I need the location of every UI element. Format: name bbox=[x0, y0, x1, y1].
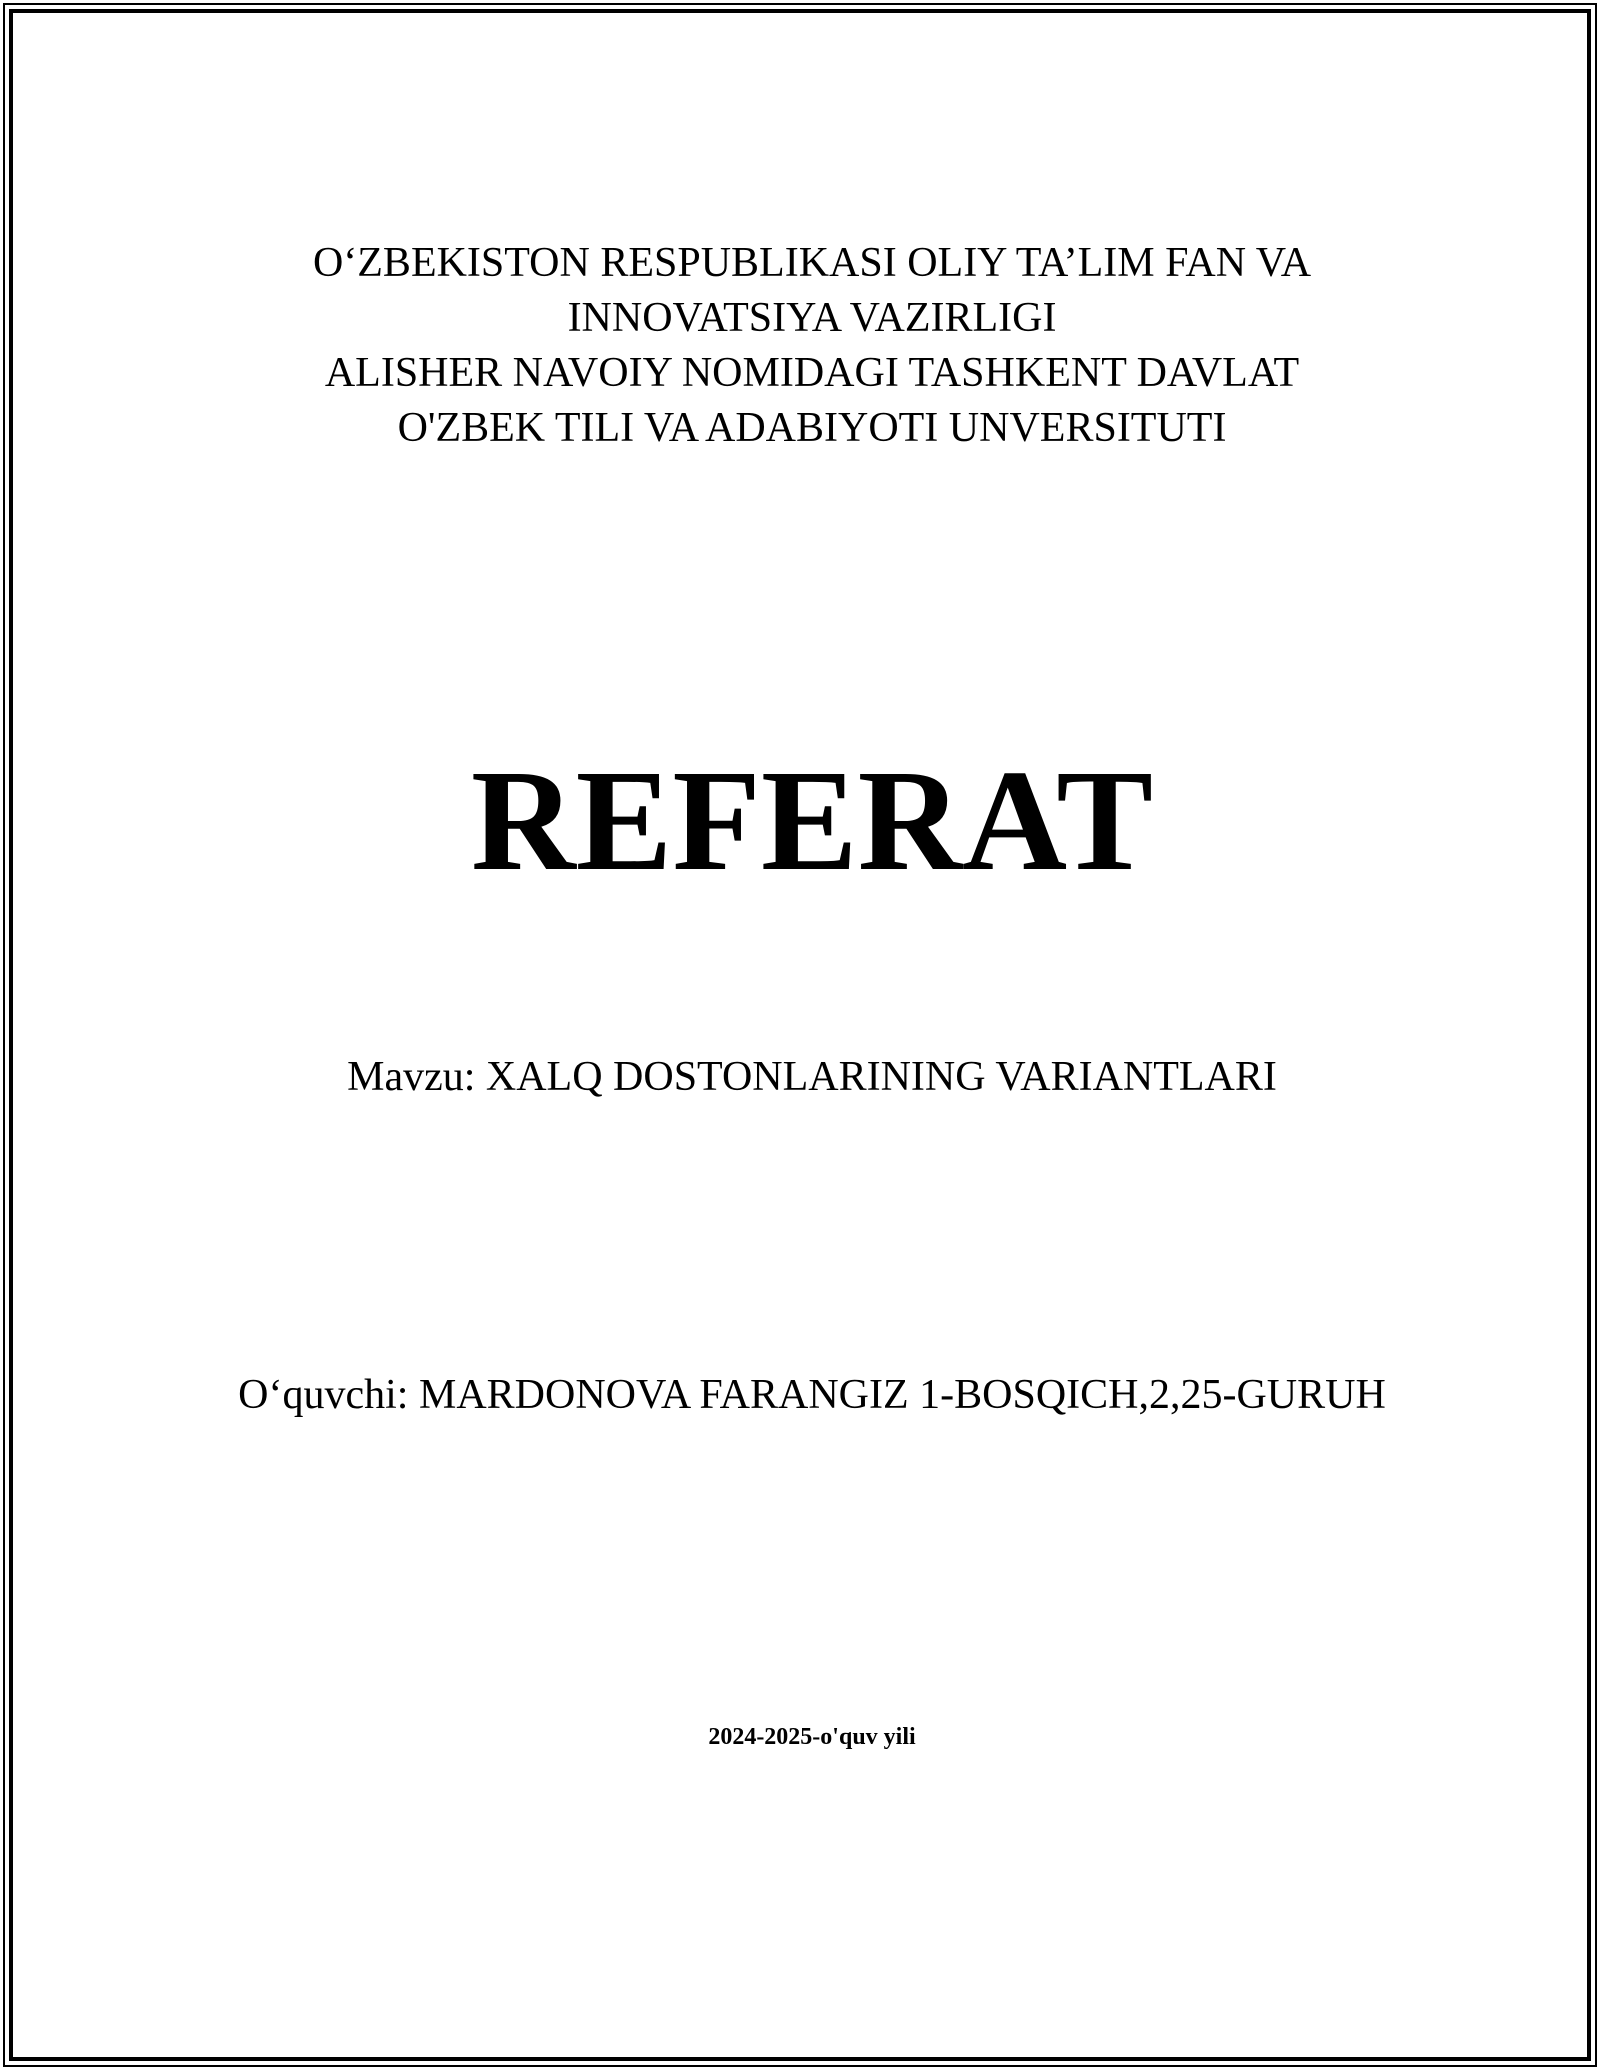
header-line-ministry-2: INNOVATSIYA VAZIRLIGI bbox=[567, 295, 1057, 341]
document-title: REFERAT bbox=[470, 741, 1154, 901]
academic-year-line: 2024-2025-o'quv yili bbox=[708, 1724, 916, 1750]
header-line-university-1: ALISHER NAVOIY NOMIDAGI TASHKENT DAVLAT bbox=[324, 350, 1300, 396]
university-header bbox=[24, 236, 1600, 456]
header-line-university-2: O'ZBEK TILI VA ADABIYOTI UNVERSITUTI bbox=[397, 405, 1227, 451]
header-line-ministry-1: OʻZBEKISTON RESPUBLIKASI OLIY TA’LIM FAN VA bbox=[312, 240, 1312, 286]
student-line: Oʻquvchi: MARDONOVA FARANGIZ 1-BOSQICH,2,25-GURUH bbox=[238, 1372, 1386, 1418]
topic-line: Mavzu: XALQ DOSTONLARINING VARIANTLARI bbox=[347, 1054, 1277, 1100]
